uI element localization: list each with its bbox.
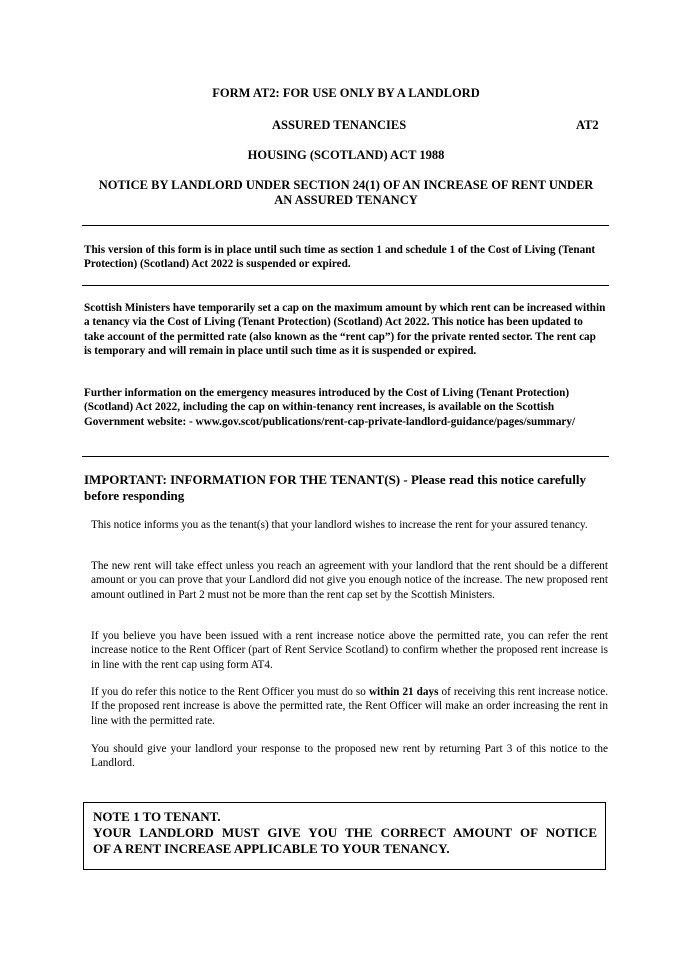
note-to-tenant-box — [83, 802, 606, 870]
tenancy-type-row — [0, 118, 692, 134]
note-line: YOUR LANDLORD MUST GIVE YOU THE CORRECT AMOUNT OF NOTICE — [93, 825, 597, 840]
p4-text: If you do refer this notice to the Rent Officer you must do so — [91, 686, 369, 698]
tenant-info-paragraph: This notice informs you as the tenant(s) that your landlord wishes to increase the rent for your assured tenancy. — [91, 519, 588, 531]
divider — [82, 285, 609, 286]
tenancy-type: ASSURED TENANCIES — [272, 118, 407, 132]
rent-cap-paragraph: Scottish Ministers have temporarily set a cap on the maximum amount by which rent can be increased within a tenancy via the Cost of Living (Tenant Protection) (Scotland) Act 2022. This notice has been updated to take account of the permitted rate (also known as the “rent cap”) for the private rented sector. The rent cap is temporary and will remain in place until such time as it is suspended or expired. — [84, 302, 606, 358]
note-heading: NOTE 1 TO TENANT. — [93, 809, 221, 824]
divider — [82, 456, 609, 457]
form-code: AT2 — [576, 118, 599, 132]
tenant-info-paragraph: The new rent will take effect unless you reach an agreement with your landlord that the rent should be a different amount or you can prove that your Landlord did not give you enough notice of the increase. The new proposed rent amount outlined in Part 2 must not be more than the rent cap set by the Scottish Ministers. — [91, 560, 608, 601]
note-line: OF A RENT INCREASE APPLICABLE TO YOUR TENANCY. — [93, 841, 450, 856]
form-title: FORM AT2: FOR USE ONLY BY A LANDLORD — [212, 86, 480, 100]
important-heading: IMPORTANT: INFORMATION FOR THE TENANT(S) - Please read this notice carefully before responding — [84, 472, 586, 503]
deadline-emphasis: within 21 days — [368, 686, 439, 698]
version-notice: This version of this form is in place until such time as section 1 and schedule 1 of the Cost of Living (Tenant Protection) (Scotland) Act 2022 is suspended or expired. — [84, 244, 596, 271]
tenant-info-paragraph — [91, 685, 608, 728]
notice-title: NOTICE BY LANDLORD UNDER SECTION 24(1) OF AN INCREASE OF RENT UNDER AN ASSURED TENANCY — [98, 178, 594, 207]
tenant-info-paragraph: If you believe you have been issued with a rent increase notice above the permitted rate, you can refer the rent increase notice to the Rent Officer (part of Rent Service Scotland) to confirm whether the proposed rent increase is in line with the rent cap using form AT4. — [91, 630, 608, 671]
divider — [82, 225, 609, 226]
tenant-info-paragraph: You should give your landlord your response to the proposed new rent by returning Part 3 of this notice to the Landlord. — [91, 743, 608, 770]
act-title: HOUSING (SCOTLAND) ACT 1988 — [247, 148, 445, 162]
further-info-paragraph: Further information on the emergency measures introduced by the Cost of Living (Tenant Protection) (Scotland) Act 2022, including the cap on within-tenancy rent increases, is available on the Scottish Government website: - www.gov.scot/publications/rent-cap-private-landlord-guidance/pages/summary/ — [84, 387, 576, 428]
p4-text: of receiving this rent increase notice. If the proposed rent increase is above the permitted rate, the Rent Officer will make an order increasing the rent in line with the permitted rate. — [91, 686, 608, 727]
